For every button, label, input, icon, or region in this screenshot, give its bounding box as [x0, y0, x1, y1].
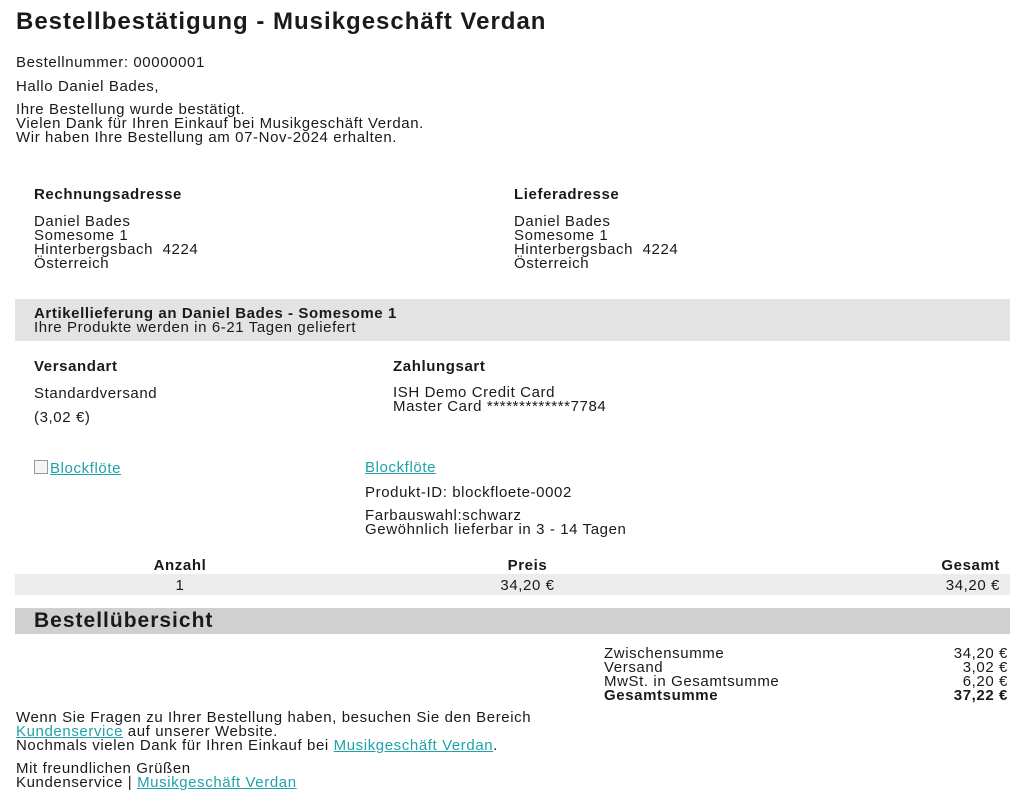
shipping-method-value: Standardversand: [34, 385, 158, 402]
footer-question: Wenn Sie Fragen zu Ihrer Bestellung haben, besuchen Sie den Bereich: [16, 709, 532, 726]
billing-address-title: Rechnungsadresse: [34, 186, 182, 203]
shipping-method-title: Versandart: [34, 358, 118, 375]
address-line: Österreich: [514, 255, 590, 272]
summary-value-shipping: 3,02 €: [962, 659, 1008, 676]
shop-link[interactable]: Musikgeschäft Verdan: [333, 737, 494, 754]
row-quantity: 1: [175, 577, 185, 594]
summary-value-total: 37,22 €: [953, 687, 1008, 704]
product-color: Farbauswahl:schwarz: [365, 507, 522, 524]
order-number: Bestellnummer: 00000001: [16, 54, 205, 71]
page-title: Bestellbestätigung - Musikgeschäft Verdan: [16, 8, 547, 35]
summary-title: Bestellübersicht: [34, 609, 214, 632]
footer-thanks-end: .: [493, 737, 498, 754]
summary-values: [880, 647, 1008, 703]
address-line: Daniel Bades: [34, 213, 131, 230]
summary-label-total: Gesamtsumme: [604, 687, 719, 704]
payment-method: [393, 386, 606, 414]
address-line: Somesome 1: [514, 227, 609, 244]
product-id: Produkt-ID: blockfloete-0002: [365, 484, 572, 501]
billing-address: [34, 215, 198, 271]
product-name-link[interactable]: Blockflöte: [365, 459, 437, 476]
product-details: [365, 509, 626, 537]
summary-labels: [604, 647, 779, 703]
intro-line: Vielen Dank für Ihren Einkauf bei Musikgeschäft Verdan.: [16, 115, 424, 132]
closing: [16, 762, 297, 790]
address-line: Somesome 1: [34, 227, 129, 244]
header-total: Gesamt: [941, 557, 1000, 574]
footer-thanks-text: Nochmals vielen Dank für Ihren Einkauf bei: [16, 737, 334, 754]
summary-value-vat: 6,20 €: [962, 673, 1008, 690]
product-image-link[interactable]: [34, 460, 121, 476]
signature-shop-link[interactable]: Musikgeschäft Verdan: [137, 774, 297, 791]
intro-text: [16, 103, 424, 145]
broken-image-icon: [34, 460, 48, 474]
header-price: Preis: [507, 557, 548, 574]
payment-method-title: Zahlungsart: [393, 358, 486, 375]
shipping-cost: (3,02 €): [34, 409, 91, 426]
header-quantity: Anzahl: [153, 557, 207, 574]
payment-line: ISH Demo Credit Card: [393, 384, 556, 401]
address-line: Hinterbergsbach 4224: [34, 241, 199, 258]
delivery-subtitle: Ihre Produkte werden in 6-21 Tagen geliefert: [34, 319, 357, 336]
payment-line: Master Card *************7784: [393, 398, 607, 415]
address-line: Daniel Bades: [514, 213, 611, 230]
greeting: Hallo Daniel Bades,: [16, 78, 160, 95]
signature-prefix: Kundenservice |: [16, 774, 138, 791]
customer-service-link[interactable]: Kundenservice: [16, 723, 124, 740]
product-image-alt: Blockflöte: [50, 460, 122, 477]
row-price: 34,20 €: [500, 577, 555, 594]
footer-website-text: auf unserer Website.: [123, 723, 278, 740]
summary-label-vat: MwSt. in Gesamtsumme: [604, 673, 780, 690]
product-availability: Gewöhnlich lieferbar in 3 - 14 Tagen: [365, 521, 627, 538]
address-line: Österreich: [34, 255, 110, 272]
shipping-address: [514, 215, 678, 271]
address-line: Hinterbergsbach 4224: [514, 241, 679, 258]
delivery-title: Artikellieferung an Daniel Bades - Somesome 1: [34, 305, 397, 322]
intro-line: Wir haben Ihre Bestellung am 07-Nov-2024 erhalten.: [16, 129, 398, 146]
signature-line: [16, 776, 297, 790]
footer-text: [16, 711, 531, 753]
intro-line: Ihre Bestellung wurde bestätigt.: [16, 101, 246, 118]
summary-label-subtotal: Zwischensumme: [604, 645, 725, 662]
row-total: 34,20 €: [945, 577, 1000, 594]
footer-thanks-line: [16, 739, 531, 753]
shipping-address-title: Lieferadresse: [514, 186, 620, 203]
regards: Mit freundlichen Grüßen: [16, 760, 191, 777]
summary-label-shipping: Versand: [604, 659, 664, 676]
summary-value-subtotal: 34,20 €: [953, 645, 1008, 662]
